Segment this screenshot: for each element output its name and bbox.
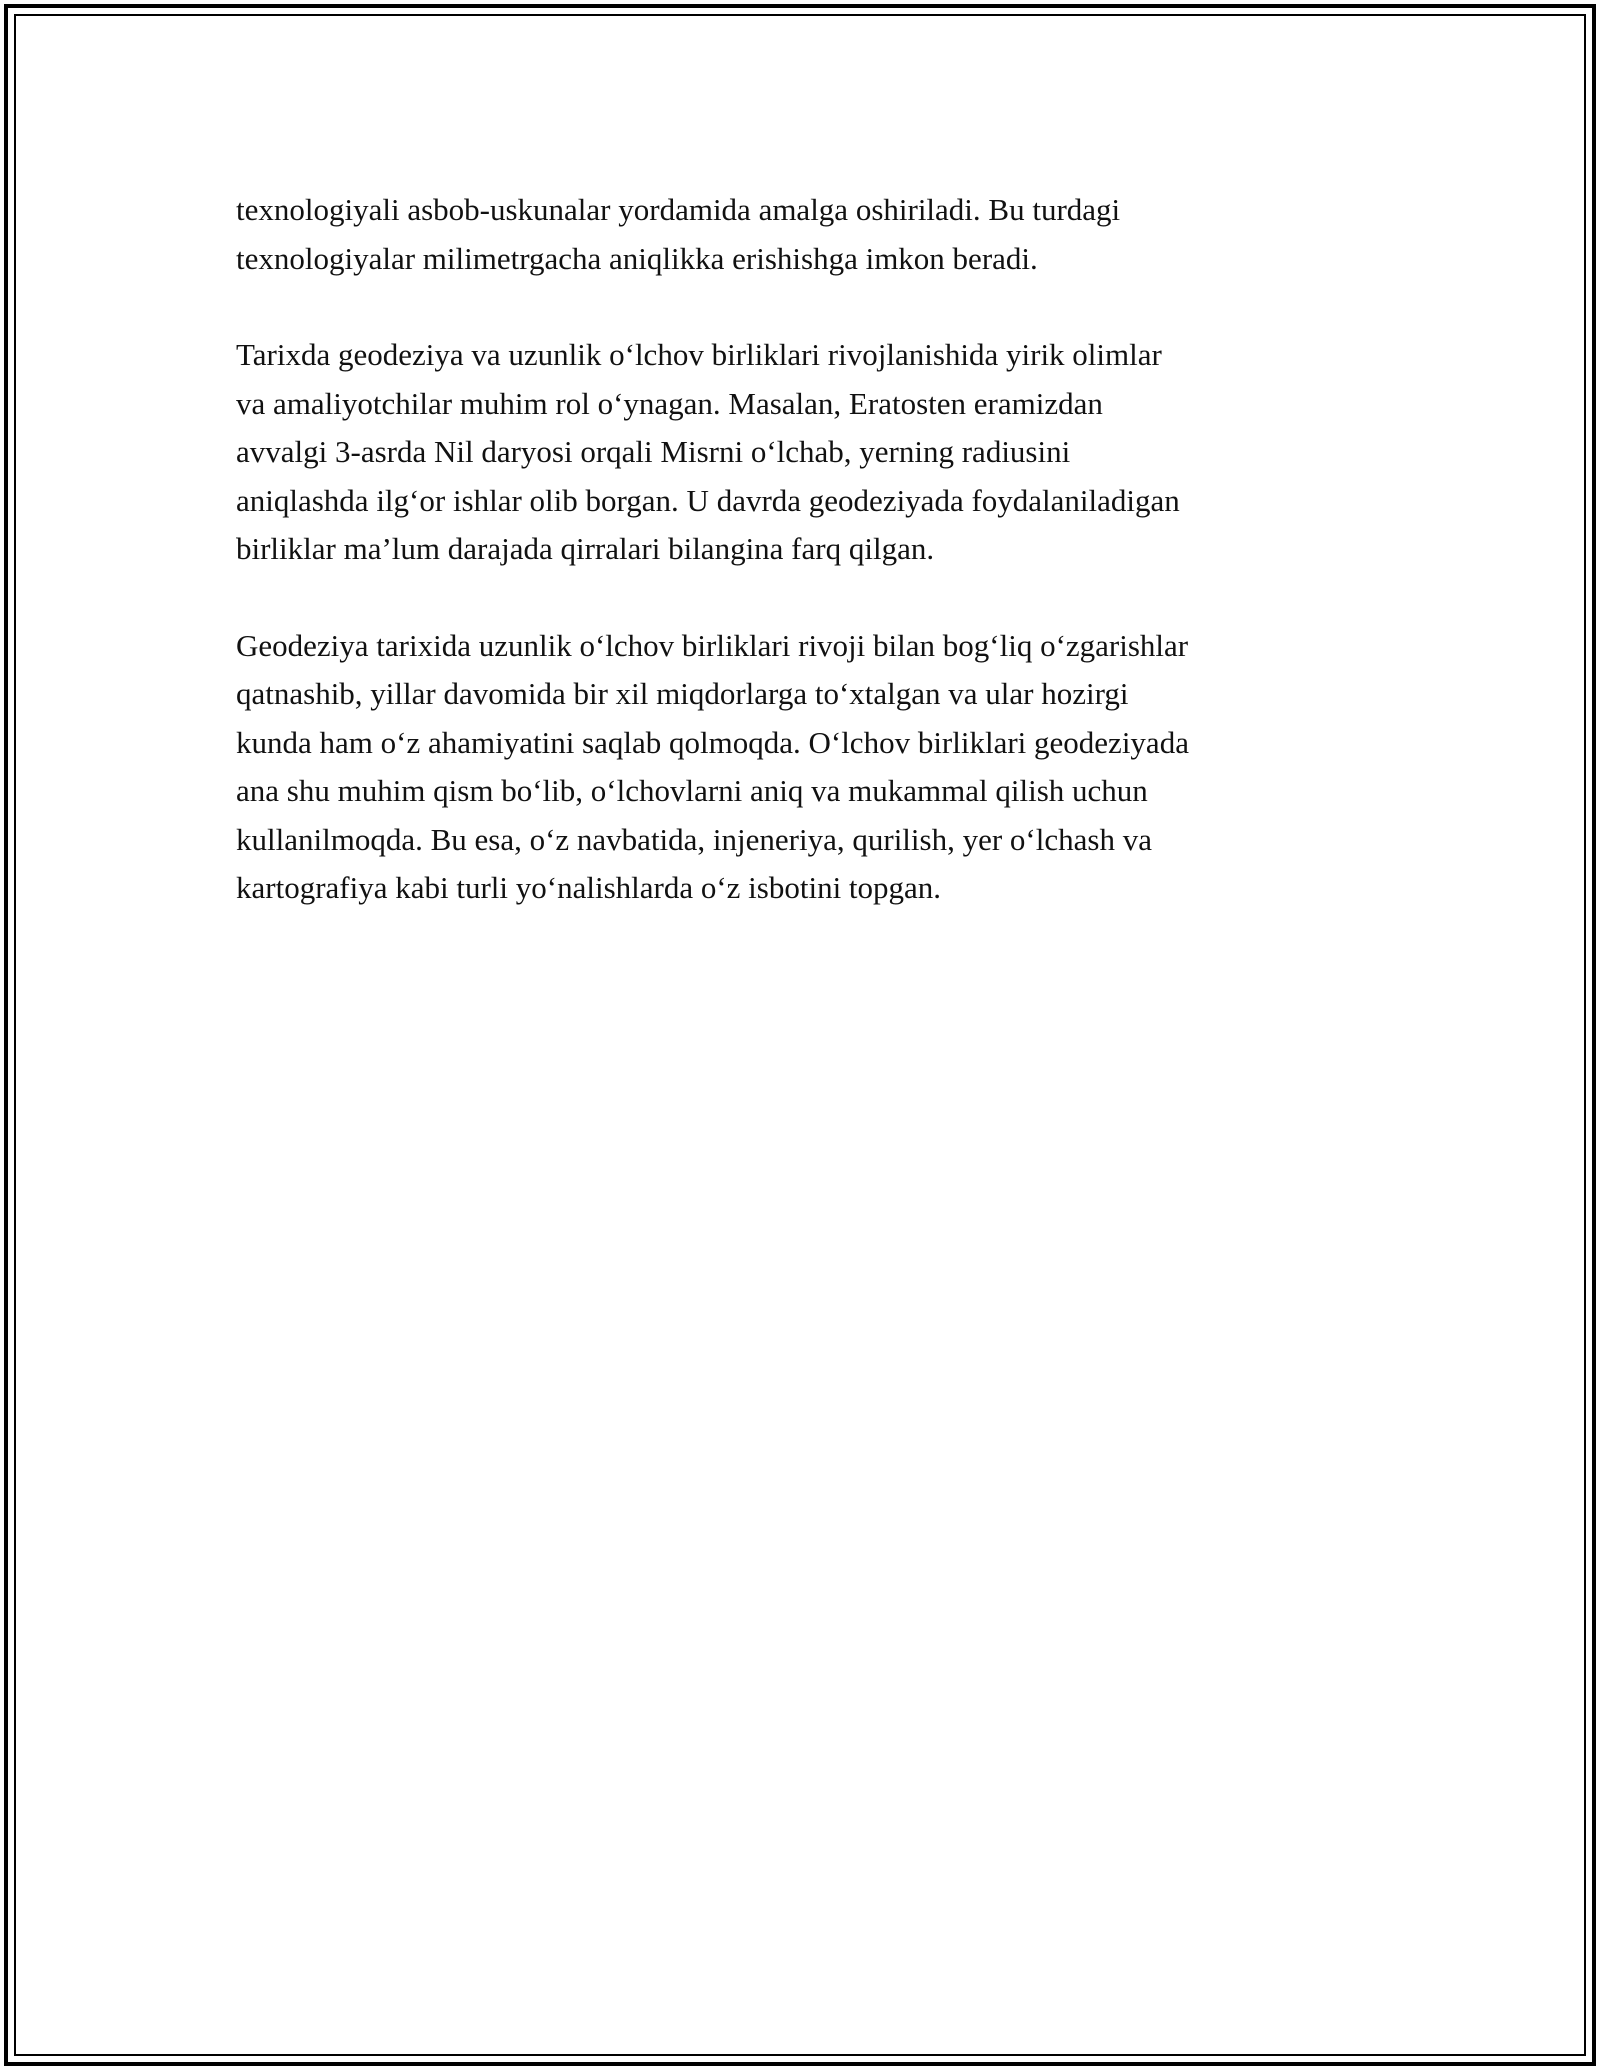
paragraph-2: Tarixda geodeziya va uzunlik o‘lchov birliklari rivojlanishida yirik olimlar va amaliyotchilar muhim rol o‘ynagan. Masalan, Eratosten eramizdan avvalgi 3-asrda Nil daryosi orqali Misrni o‘lchab, yerning radiusini aniqlashda ilg‘or ishlar olib borgan. U davrda geodeziyada foydalaniladigan birliklar ma’lum darajada qirralari bilangina farq qilgan. bbox=[236, 337, 1180, 566]
paragraph-1: texnologiyali asbob-uskunalar yordamida amalga oshiriladi. Bu turdagi texnologiyalar milimetrgacha aniqlikka erishishga imkon beradi. bbox=[236, 192, 1121, 276]
paragraph-3: Geodeziya tarixida uzunlik o‘lchov birliklari rivoji bilan bog‘liq o‘zgarishlar qatnashib, yillar davomida bir xil miqdorlarga to‘xtalgan va ular hozirgi kunda ham o‘z ahamiyatini saqlab qolmoqda. O‘lchov birliklari geodeziyada ana shu muhim qism bo‘lib, o‘lchovlarni aniq va mukammal qilish uchun kullanilmoqda. Bu esa, o‘z navbatida, injeneriya, qurilish, yer o‘lchash va kartografiya kabi turli yo‘nalishlarda o‘z isbotini topgan. bbox=[236, 627, 1189, 905]
document-body bbox=[236, 186, 1376, 961]
